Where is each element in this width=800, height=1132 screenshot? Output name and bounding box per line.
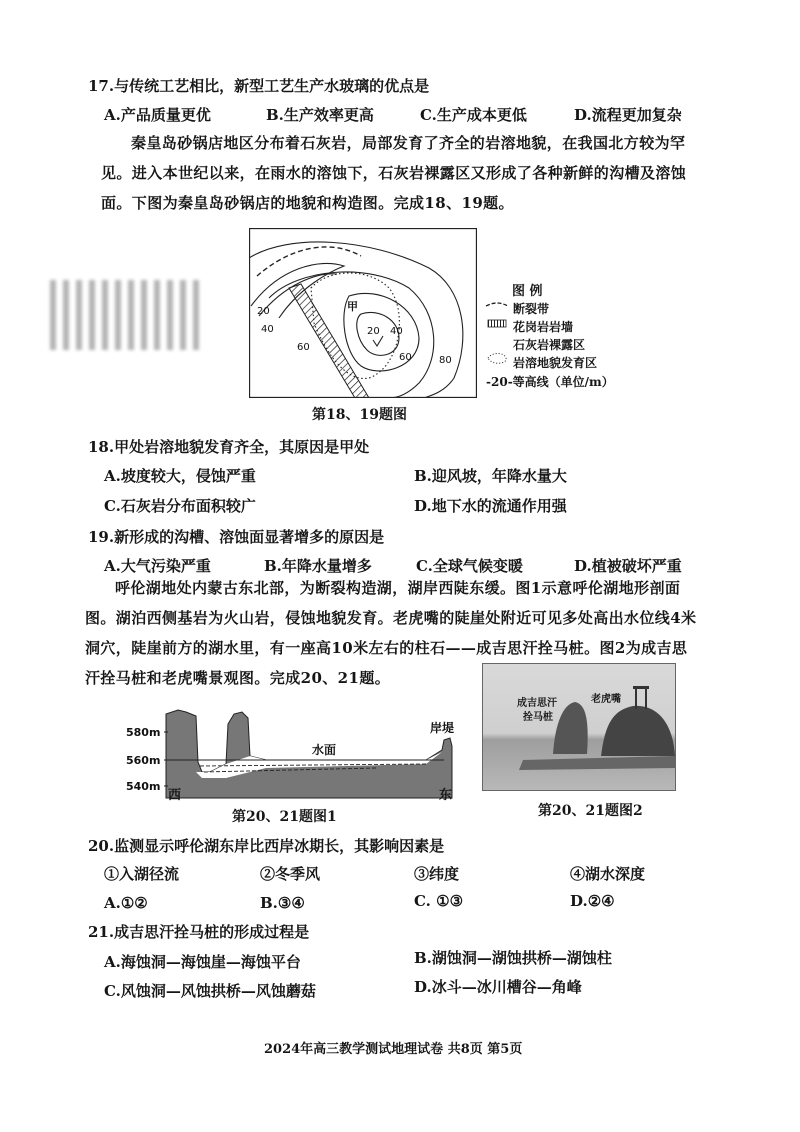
- q19-option-c: C.全球气候变暖: [416, 557, 523, 575]
- page-footer: 2024年高三教学测试地理试卷 共8页 第5页: [264, 1042, 523, 1057]
- q17-stem: 17.与传统工艺相比，新型工艺生产水玻璃的优点是: [88, 77, 430, 95]
- contour-label: 20: [257, 306, 270, 317]
- q19-stem: 19.新形成的沟槽、溶蚀面显著增多的原因是: [88, 528, 385, 546]
- q19-option-d: D.植被破坏严重: [574, 557, 682, 575]
- map-label-jia: 甲: [347, 300, 358, 313]
- fig1-caption: 第20、21题图1: [232, 809, 337, 825]
- q20-factor-1: ①入湖径流: [104, 865, 180, 883]
- photo-label-laohuzui: 老虎嘴: [591, 694, 621, 705]
- contour-label: 20: [367, 326, 380, 337]
- q17-option-a: A.产品质量更优: [104, 106, 211, 124]
- contour-label: 60: [399, 352, 412, 363]
- q18-option-d: D.地下水的流通作用强: [414, 497, 567, 515]
- passage-hulun-lake: 呼伦湖地处内蒙古东北部，为断裂构造湖，湖岸西陡东缓。图1示意呼伦湖地形剖面图。湖泊西侧基岩为火山岩，侵蚀地貌发育。老虎嘴的陡崖处附近可见多处高出水位线4米洞穴，陡崖前方的湖水里，有一座高10米左右的柱石——成吉思汗拴马桩。图2为成吉思汗拴马桩和老虎嘴景观图。完成20、21题。: [85, 579, 697, 687]
- legend-title: 图 例: [512, 284, 543, 299]
- y-tick-580: 580m: [126, 726, 161, 739]
- q21-option-b: B.湖蚀洞—湖蚀拱桥—湖蚀柱: [414, 949, 612, 967]
- q17-option-b: B.生产效率更高: [266, 106, 374, 124]
- legend-contour: -20-等高线（单位/m）: [486, 375, 614, 389]
- legend-granite-dike: 花岗岩岩墙: [513, 320, 574, 334]
- passage-shaguodian: 秦皇岛砂锅店地区分布着石灰岩，局部发育了齐全的岩溶地貌，在我国北方较为罕见。进入本世纪以来，在雨水的溶蚀下，石灰岩裸露区又形成了各种新鲜的沟槽及溶蚀面。下图为秦皇岛砂锅店的地貌和构造图。完成18、19题。: [101, 134, 687, 212]
- map-caption: 第18、19题图: [312, 407, 407, 423]
- q19-option-b: B.年降水量增多: [264, 557, 372, 575]
- bank-label: 岸堤: [430, 721, 454, 735]
- photo-label-shuanmazhuang-1: 成吉思汗: [517, 698, 557, 709]
- contour-label: 60: [297, 342, 310, 353]
- q18-option-b: B.迎风坡，年降水量大: [414, 467, 567, 485]
- contour-label: 40: [390, 326, 403, 337]
- lake-landscape-photo: [482, 663, 676, 791]
- legend-limestone: 石灰岩裸露区: [513, 338, 586, 352]
- y-tick-560: 560m: [126, 754, 161, 767]
- q18-stem: 18.甲处岩溶地貌发育齐全，其原因是甲处: [88, 438, 370, 456]
- west-label: 西: [168, 788, 182, 803]
- q18-option-c: C.石灰岩分布面积较广: [104, 497, 256, 515]
- q17-option-c: C.生产成本更低: [420, 106, 527, 124]
- east-label: 东: [439, 788, 453, 803]
- q21-stem: 21.成吉思汗拴马桩的形成过程是: [88, 923, 310, 941]
- q21-option-a: A.海蚀洞—海蚀崖—海蚀平台: [104, 953, 301, 971]
- q20-factor-4: ④湖水深度: [570, 865, 646, 883]
- legend-karst: 岩溶地貌发育区: [513, 356, 598, 370]
- q21-option-c: C.风蚀洞—风蚀拱桥—风蚀蘑菇: [104, 982, 316, 1000]
- q20-option-a: A.①②: [104, 894, 148, 912]
- contour-label: 80: [439, 355, 452, 366]
- q20-option-b: B.③④: [260, 894, 305, 912]
- photo-label-shuanmazhuang-2: 拴马桩: [523, 712, 553, 723]
- q18-option-a: A.坡度较大，侵蚀严重: [104, 467, 256, 485]
- q20-option-d: D.②④: [570, 892, 615, 910]
- photo-rocks-illustration: [483, 664, 675, 790]
- q17-option-d: D.流程更加复杂: [574, 106, 682, 124]
- q20-factor-2: ②冬季风: [260, 865, 321, 883]
- contour-label: 40: [261, 324, 274, 335]
- legend-fault: 断裂带: [513, 302, 550, 316]
- topographic-map: [249, 228, 477, 398]
- q21-option-d: D.冰斗—冰川槽谷—角峰: [414, 978, 582, 996]
- q20-factor-3: ③纬度: [414, 865, 460, 883]
- water-label: 水面: [312, 743, 337, 757]
- y-tick-540: 540m: [126, 780, 161, 793]
- q20-option-c: C. ①③: [414, 892, 464, 910]
- scan-smudge: [50, 280, 200, 350]
- q19-option-a: A.大气污染严重: [104, 557, 211, 575]
- q20-stem: 20.监测显示呼伦湖东岸比西岸冰期长，其影响因素是: [88, 837, 445, 855]
- fig2-caption: 第20、21题图2: [538, 803, 643, 819]
